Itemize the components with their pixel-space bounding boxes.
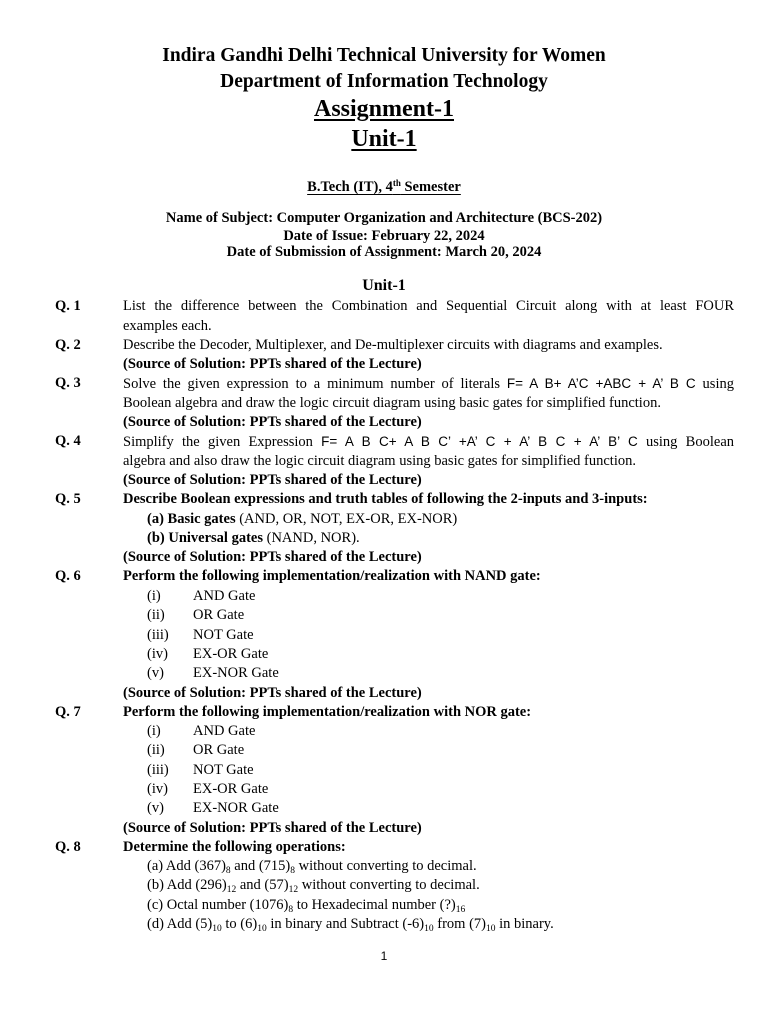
source-note: (Source of Solution: PPTs shared of the Lecture): [123, 820, 422, 836]
question-number: Q. 7: [55, 704, 81, 720]
list-item: OR Gate: [193, 607, 245, 623]
question-number: Q. 8: [55, 839, 81, 855]
unit-title: [0, 125, 768, 153]
list-item: EX-NOR Gate: [193, 665, 279, 681]
list-item: AND Gate: [193, 723, 256, 739]
list-item: OR Gate: [193, 742, 245, 758]
q8-part-a: (a) Add $(367)_8$ and $(715)_8$ without converting to decimal.: [147, 858, 477, 876]
list-item-numeral: (iv): [147, 781, 168, 797]
list-item: EX-OR Gate: [193, 781, 269, 797]
program-semester: [0, 178, 768, 196]
list-item-numeral: (iv): [147, 646, 168, 662]
source-note: (Source of Solution: PPTs shared of the Lecture): [123, 356, 422, 372]
q3-text-line-2: Boolean algebra and draw the logic circuit diagram using basic gates for simplified function.: [123, 395, 661, 411]
q1-text-line-1: List the difference between the Combination and Sequential Circuit along with at least FOUR: [123, 298, 734, 314]
q8-part-d: (d) Add $(5)_{10}$ to $(6)_{10}$ in binary and Subtract $(-6)_{10}$ from $(7)_{10}$ in binary.: [147, 916, 554, 934]
q6-title: Perform the following implementation/realization with NAND gate:: [123, 568, 541, 584]
list-item-numeral: (ii): [147, 607, 165, 623]
list-item: NOT Gate: [193, 762, 254, 778]
list-item-numeral: (i): [147, 588, 161, 604]
question-number: Q. 3: [55, 375, 81, 391]
source-note: (Source of Solution: PPTs shared of the Lecture): [123, 685, 422, 701]
question-number: Q. 5: [55, 491, 81, 507]
list-item: EX-NOR Gate: [193, 800, 279, 816]
issue-date: Date of Issue: February 22, 2024: [283, 228, 485, 244]
list-item: EX-OR Gate: [193, 646, 269, 662]
list-item: NOT Gate: [193, 627, 254, 643]
q8-part-c: (c) Octal number $(1076)_8$ to Hexadecimal number $(?)_{16}$: [147, 897, 466, 915]
list-item-numeral: (v): [147, 665, 164, 681]
q4-text-line-2: algebra and also draw the logic circuit diagram using basic gates for simplified function.: [123, 453, 636, 469]
q2-text: Describe the Decoder, Multiplexer, and De-multiplexer circuits with diagrams and examples.: [123, 337, 663, 353]
question-number: Q. 6: [55, 568, 81, 584]
q3-text-line-1: Solve the given expression to a minimum number of literals F= A B+ A’C +ABC + A’ B C using: [123, 376, 734, 392]
q8-title: Determine the following operations:: [123, 839, 346, 855]
assignment-title-text: Assignment-1: [313, 96, 454, 122]
source-note: (Source of Solution: PPTs shared of the Lecture): [123, 549, 422, 565]
list-item-numeral: (ii): [147, 742, 165, 758]
submission-date: Date of Submission of Assignment: March 20, 2024: [226, 244, 542, 260]
q4-text-line-1: Simplify the given Expression F= A B C+ A B C’ +A’ C + A’ B C + A’ B’ C using Boolean: [123, 434, 735, 450]
question-number: Q. 2: [55, 337, 81, 353]
list-item-numeral: (v): [147, 800, 164, 816]
q5-part-a: (a) Basic gates (AND, OR, NOT, EX-OR, EX-NOR): [147, 511, 458, 527]
program-semester-text: B.Tech (IT), 4th Semester: [307, 178, 461, 195]
list-item: AND Gate: [193, 588, 256, 604]
q3-expression: F= A B+ A’C +ABC + A’ B C: [506, 376, 696, 391]
section-title: Unit-1: [362, 277, 406, 294]
question-number: Q. 1: [55, 298, 81, 314]
unit-title-text: Unit-1: [351, 126, 417, 152]
page-number: 1: [380, 949, 388, 963]
q1-text-line-2: examples each.: [123, 318, 212, 334]
university-name: Indira Gandhi Delhi Technical University for Women: [162, 45, 606, 66]
list-item-numeral: (iii): [147, 627, 169, 643]
list-item-numeral: (i): [147, 723, 161, 739]
source-note: (Source of Solution: PPTs shared of the Lecture): [123, 472, 422, 488]
department-name: Department of Information Technology: [220, 71, 548, 92]
q5-part-b: (b) Universal gates (NAND, NOR).: [147, 530, 360, 546]
question-number: Q. 4: [55, 433, 81, 449]
q5-title: Describe Boolean expressions and truth tables of following the 2-inputs and 3-inputs:: [123, 491, 648, 507]
list-item-numeral: (iii): [147, 762, 169, 778]
q7-title: Perform the following implementation/realization with NOR gate:: [123, 704, 532, 720]
q4-expression: F= A B C+ A B C’ +A’ C + A’ B C + A’ B’ C: [321, 434, 638, 449]
subject-name: Name of Subject: Computer Organization and Architecture (BCS-202): [165, 210, 603, 226]
q8-part-b: (b) Add $(296)_{12}$ and $(57)_{12}$ without converting to decimal.: [147, 877, 480, 895]
source-note: (Source of Solution: PPTs shared of the Lecture): [123, 414, 422, 430]
assignment-title: [0, 95, 768, 123]
